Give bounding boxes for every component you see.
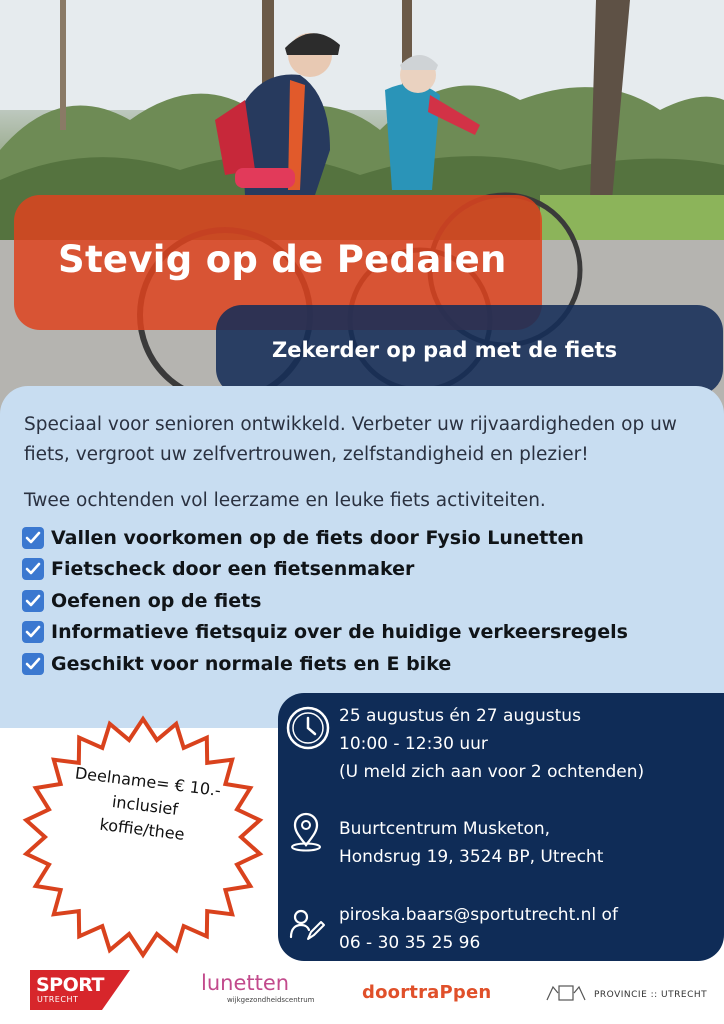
page-title: Stevig op de Pedalen	[58, 238, 507, 281]
checklist-item	[22, 554, 628, 586]
sport-logo-subtext: UTRECHT	[37, 995, 79, 1004]
page-subtitle: Zekerder op pad met de fiets	[272, 338, 618, 362]
checkmark-icon	[22, 558, 44, 580]
lunetten-logo-subtext: wijkgezondheidscentrum	[227, 996, 315, 1004]
contact-person-icon	[288, 907, 326, 943]
lunetten-logo: lunetten	[201, 971, 290, 995]
location-pin-icon	[287, 812, 325, 852]
venue-address: Hondsrug 19, 3524 BP, Utrecht	[339, 847, 604, 867]
checklist-item	[22, 648, 628, 680]
checklist-item	[22, 522, 628, 554]
event-signup-note: (U meld zich aan voor 2 ochtenden)	[339, 762, 645, 782]
checkmark-icon	[22, 653, 44, 675]
event-time: 10:00 - 12:30 uur	[339, 734, 488, 754]
contact-email: piroska.baars@sportutrecht.nl of	[339, 905, 618, 925]
activity-checklist	[22, 522, 628, 680]
checkmark-icon	[22, 621, 44, 643]
checklist-item-label: Fietscheck door een fietsenmaker	[51, 558, 415, 581]
checklist-item	[22, 585, 628, 617]
intro-text: Speciaal voor senioren ontwikkeld. Verbeter uw rijvaardigheden op uw fiets, vergroot uw zelfvertrouwen, zelfstandigheid en plezier!	[24, 414, 677, 465]
price-inclusive: inclusief	[111, 792, 180, 819]
doortrappen-logo: doortraPpen	[362, 982, 492, 1003]
checklist-item	[22, 617, 628, 649]
checklist-item-label: Informatieve fietsquiz over de huidige verkeersregels	[51, 621, 628, 644]
provincie-utrecht-logo: PROVINCIE :: UTRECHT	[594, 990, 708, 1000]
clock-icon	[285, 705, 331, 751]
contact-phone: 06 - 30 35 25 96	[339, 933, 481, 953]
venue-name: Buurtcentrum Musketon,	[339, 819, 551, 839]
activities-lead: Twee ochtenden vol leerzame en leuke fiets activiteiten.	[24, 490, 546, 511]
checklist-item-label: Geschikt voor normale fiets en E bike	[51, 652, 452, 675]
checklist-item-label: Oefenen op de fiets	[51, 589, 262, 612]
event-dates: 25 augustus én 27 augustus	[339, 706, 581, 726]
checkmark-icon	[22, 527, 44, 549]
sport-logo-text: SPORT	[36, 974, 104, 996]
price-amount: Deelname= € 10.-	[73, 763, 223, 801]
checkmark-icon	[22, 590, 44, 612]
checklist-item-label: Vallen voorkomen op de fiets door Fysio Lunetten	[51, 526, 584, 549]
price-extras: koffie/thee	[98, 814, 186, 844]
province-crest-icon	[544, 983, 588, 1003]
